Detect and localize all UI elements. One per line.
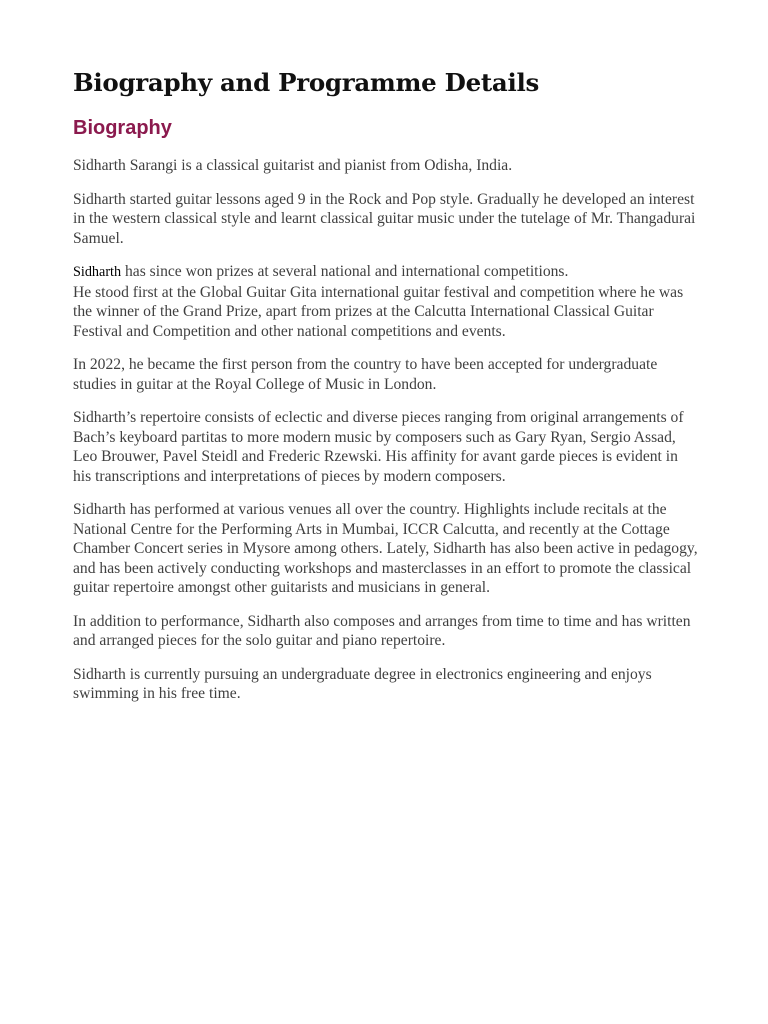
section-heading-biography: Biography — [73, 117, 172, 139]
paragraph-prizes-rest: has since won prizes at several national and international competitions. — [121, 263, 569, 280]
paragraph-performances: Sidharth has performed at various venues all over the country. Highlights include recitals at the National Centre for the Performing Arts in Mumbai, ICCR Calcutta, and recently at the Cottage Chamber Concert series in Mysore among others. Lately, Sidharth has also been active in pedagogy, and has been actively conducting workshops and masterclasses in an effort to promote the classical guitar repertoire amongst other guitarists and musicians in general. — [73, 501, 698, 596]
paragraph-prizes-lead: Sidharth — [73, 264, 122, 280]
document-page — [73, 66, 698, 704]
paragraph-royal-college: In 2022, he became the first person from the country to have been accepted for undergraduate studies in guitar at the Royal College of Music in London. — [73, 356, 658, 393]
document-title: Biography and Programme Details — [73, 68, 540, 97]
paragraph-repertoire: Sidharth’s repertoire consists of eclectic and diverse pieces ranging from original arrangements of Bach’s keyboard partitas to more modern music by composers such as Gary Ryan, Sergio Assad, Leo Brouwer, Pavel Steidl and Frederic Rzewski. His affinity for avant garde pieces is evident in his transcriptions and interpretations of pieces by modern composers. — [73, 409, 684, 485]
paragraph-current-studies: Sidharth is currently pursuing an undergraduate degree in electronics engineering and enjoys swimming in his free time. — [73, 665, 652, 702]
paragraph-prizes-line2: He stood first at the Global Guitar Gita international guitar festival and competition where he was the winner of the Grand Prize, apart from prizes at the Calcutta International Classical Guitar Festival and Competition and other national competitions and events. — [73, 283, 684, 340]
paragraph-composition: In addition to performance, Sidharth also composes and arranges from time to time and has written and arranged pieces for the solo guitar and piano repertoire. — [73, 612, 691, 649]
paragraph-prizes — [73, 262, 698, 341]
paragraph-intro: Sidharth Sarangi is a classical guitarist and pianist from Odisha, India. — [73, 157, 513, 174]
paragraph-early-lessons: Sidharth started guitar lessons aged 9 in the Rock and Pop style. Gradually he developed an interest in the western classical style and learnt classical guitar music under the tutelage of Mr. Thangadurai Samuel. — [73, 190, 696, 247]
